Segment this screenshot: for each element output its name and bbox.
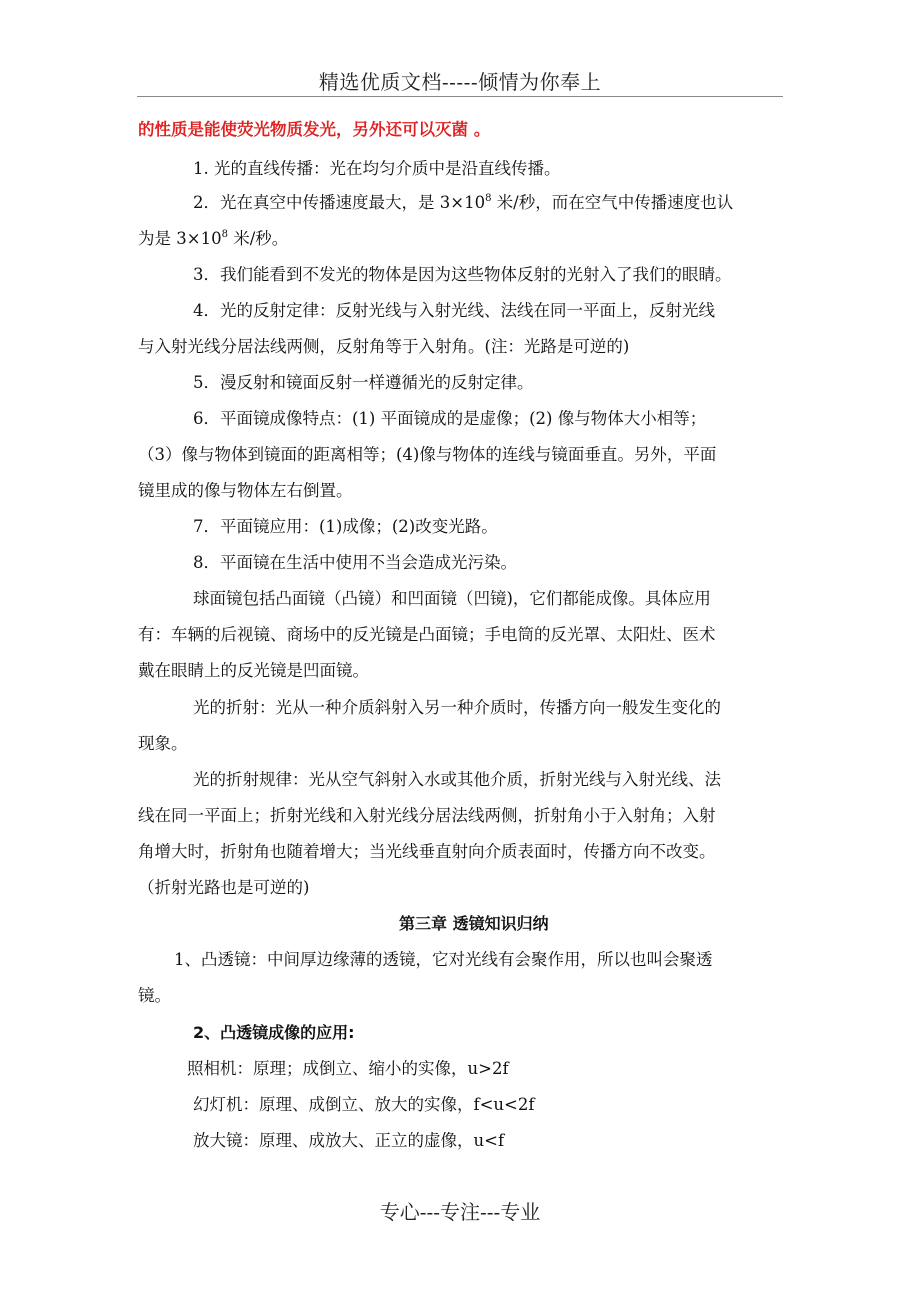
point-6-line-2: （3）像与物体到镜面的距离相等；(4)像与物体的连线与镜面垂直。另外，平面	[138, 445, 717, 464]
chapter-title: 第三章 透镜知识归纳	[399, 914, 549, 933]
page-header: 精选优质文档-----倾情为你奉上	[318, 70, 602, 94]
point-6-line-1: 6．平面镜成像特点：(1) 平面镜成的是虚像；(2) 像与物体大小相等；	[193, 409, 707, 428]
point-4-line-1: 4．光的反射定律：反射光线与入射光线、法线在同一平面上，反射光线	[193, 301, 715, 320]
header-divider	[137, 96, 783, 97]
point-8: 8．平面镜在生活中使用不当会造成光污染。	[193, 553, 517, 572]
camera-application: 照相机：原理；成倒立、缩小的实像，u>2f	[187, 1059, 509, 1078]
point-1: 1. 光的直线传播：光在均匀介质中是沿直线传播。	[193, 159, 561, 178]
convex-lens-line-2: 镜。	[138, 986, 171, 1005]
refraction-def-line-2: 现象。	[138, 734, 188, 753]
page-footer: 专心---专注---专业	[379, 1200, 541, 1224]
refraction-def-line-1: 光的折射：光从一种介质斜射入另一种介质时，传播方向一般发生变化的	[193, 698, 721, 717]
magnifier-application: 放大镜：原理、成放大、正立的虚像，u<f	[193, 1131, 505, 1150]
spherical-mirror-line-3: 戴在眼睛上的反光镜是凹面镜。	[138, 661, 369, 680]
convex-lens-applications-title: 2、凸透镜成像的应用:	[193, 1023, 355, 1042]
point-5: 5．漫反射和镜面反射一样遵循光的反射定律。	[193, 373, 534, 392]
spherical-mirror-line-2: 有：车辆的后视镜、商场中的反光镜是凸面镜；手电筒的反光罩、太阳灶、医术	[138, 625, 716, 644]
spherical-mirror-line-1: 球面镜包括凸面镜（凸镜）和凹面镜（凹镜)，它们都能成像。具体应用	[193, 589, 711, 608]
refraction-law-line-4: （折射光路也是可逆的)	[138, 878, 310, 897]
point-4-line-2: 与入射光线分居法线两侧，反射角等于入射角。(注：光路是可逆的)	[138, 337, 630, 356]
point-6-line-3: 镜里成的像与物体左右倒置。	[138, 481, 353, 500]
point-7: 7．平面镜应用：(1)成像；(2)改变光路。	[193, 517, 498, 536]
refraction-law-line-1: 光的折射规律：光从空气斜射入水或其他介质，折射光线与入射光线、法	[193, 770, 721, 789]
refraction-law-line-3: 角增大时，折射角也随着增大；当光线垂直射向介质表面时，传播方向不改变。	[138, 842, 716, 861]
point-2-line-2: 为是 $3\times 10^8$ 米/秒。	[138, 229, 289, 248]
refraction-law-line-2: 线在同一平面上；折射光线和入射光线分居法线两侧，折射角小于入射角；入射	[138, 806, 716, 825]
uv-property-text: 的性质是能使荧光物质发光，另外还可以灭菌 。	[138, 120, 491, 139]
point-3: 3．我们能看到不发光的物体是因为这些物体反射的光射入了我们的眼睛。	[193, 265, 732, 284]
convex-lens-line-1: 1、凸透镜：中间厚边缘薄的透镜，它对光线有会聚作用，所以也叫会聚透	[174, 950, 713, 969]
point-2-line-1: 2．光在真空中传播速度最大，是 $3\times 10^8$ 米/秒，而在空气中传播速度也认	[193, 193, 734, 212]
projector-application: 幻灯机：原理、成倒立、放大的实像，f<u<2f	[193, 1095, 535, 1114]
